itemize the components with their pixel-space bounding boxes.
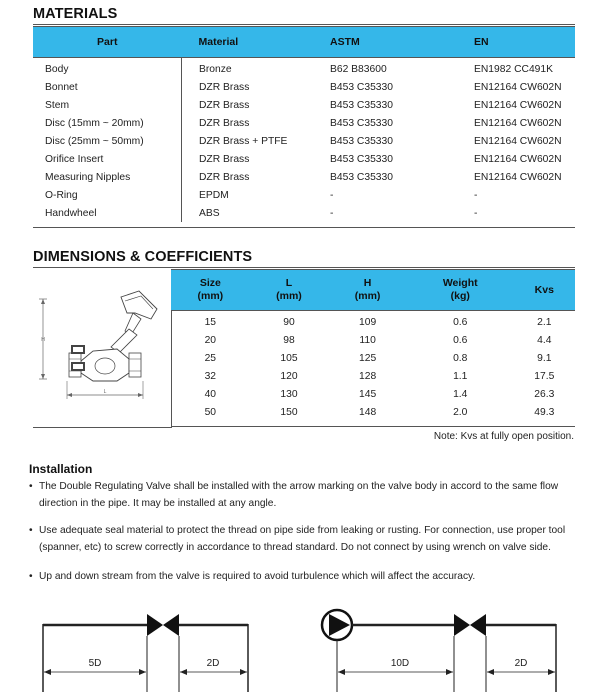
dimension-row: [171, 331, 575, 349]
material-cell-en: EN12164 CW602N: [474, 153, 562, 165]
dimension-cell: 2.1: [537, 316, 552, 328]
material-cell-material: DZR Brass + PTFE: [199, 135, 288, 147]
material-cell-en: EN12164 CW602N: [474, 81, 562, 93]
valve-symbol-left: [147, 614, 163, 636]
dimension-cell: 49.3: [534, 406, 555, 418]
material-cell-material: DZR Brass: [199, 153, 250, 165]
material-cell-astm: -: [330, 207, 334, 219]
dimension-column-title: H: [363, 277, 372, 289]
material-row: [33, 132, 575, 150]
dimension-column-unit: (kg): [450, 290, 470, 302]
material-cell-en: EN12164 CW602N: [474, 99, 562, 111]
material-cell-part: Body: [33, 58, 182, 79]
material-cell-part: Stem: [33, 96, 182, 114]
dimension-cell: 110: [359, 334, 376, 346]
material-row: [33, 96, 575, 114]
dimension-cell: 98: [283, 334, 295, 346]
dimension-column-title: L: [285, 277, 293, 289]
column-header-en: EN: [474, 27, 575, 58]
material-row: [33, 186, 575, 204]
dimension-cell: 40: [204, 388, 217, 400]
dimensions-header-row: [171, 270, 575, 311]
material-cell-material: EPDM: [199, 189, 229, 201]
dimension-column-unit: (mm): [276, 290, 302, 302]
column-header-part: Part: [33, 27, 182, 58]
dimension-cell: 32: [204, 370, 217, 382]
column-header-material: Material: [182, 27, 331, 58]
dimension-cell: 4.4: [537, 334, 552, 346]
installation-heading: Installation: [29, 462, 93, 476]
materials-table: [33, 26, 575, 222]
bullet-marker: •: [29, 525, 33, 536]
dimension-cell: 1.1: [453, 370, 468, 382]
dimension-row: [171, 403, 575, 421]
material-cell-en: EN1982 CC491K: [474, 63, 553, 75]
material-cell-material: DZR Brass: [199, 117, 250, 129]
valve-drawing-cell: [33, 269, 172, 428]
material-cell-part: Bonnet: [33, 78, 182, 96]
material-cell-en: -: [474, 207, 478, 219]
material-cell-en: -: [474, 189, 478, 201]
bullet-text-line: direction in the pipe. It may be installed at any angle.: [39, 498, 277, 509]
downstream-label-left: 2D: [206, 658, 220, 669]
material-cell-astm: B453 C35330: [330, 153, 393, 165]
material-cell-en: EN12164 CW602N: [474, 171, 562, 183]
diagram-left: [43, 614, 248, 692]
dimension-cell: 0.8: [453, 352, 468, 364]
dimension-cell: 109: [359, 316, 377, 328]
dimension-row: [171, 311, 575, 332]
dimension-cell: 0.6: [453, 316, 468, 328]
dimension-column-unit: (mm): [197, 290, 224, 302]
material-row: [33, 168, 575, 186]
dimension-column-header: [250, 270, 329, 311]
materials-heading: MATERIALS: [33, 6, 118, 22]
material-row: [33, 78, 575, 96]
dimension-column-header: [514, 270, 575, 311]
material-cell-astm: B453 C35330: [330, 117, 393, 129]
dimension-cell: 120: [280, 370, 298, 382]
material-row: [33, 204, 575, 222]
dimensions-heading: DIMENSIONS & COEFFICIENTS: [33, 249, 253, 265]
material-cell-part: Disc (25mm ~ 50mm): [33, 132, 182, 150]
materials-header-row: [33, 27, 575, 58]
diagram-right: [322, 610, 556, 692]
dimension-cell: 145: [359, 388, 377, 400]
material-cell-astm: B62 B83600: [330, 63, 387, 75]
dimension-cell: 125: [359, 352, 377, 364]
bullet-text-line: Up and down stream from the valve is required to avoid turbulence which will affect the accuracy.: [39, 571, 476, 582]
installation-bullet: [29, 568, 589, 585]
materials-heading-rule: [33, 24, 575, 25]
material-cell-part: Disc (15mm ~ 20mm): [33, 114, 182, 132]
dimension-cell: 2.0: [453, 406, 468, 418]
material-cell-en: EN12164 CW602N: [474, 135, 562, 147]
material-cell-material: Bronze: [199, 63, 232, 75]
dimension-column-header: [407, 270, 514, 311]
straight-run-diagrams: [0, 600, 600, 692]
dimension-cell: 9.1: [537, 352, 552, 364]
dimension-cell: 1.4: [453, 388, 468, 400]
dimension-cell: 148: [359, 406, 377, 418]
dimensions-heading-rule: [33, 267, 575, 268]
material-cell-material: ABS: [199, 207, 220, 219]
material-cell-astm: -: [330, 189, 334, 201]
column-header-astm: ASTM: [330, 27, 474, 58]
material-cell-astm: B453 C35330: [330, 81, 393, 93]
dimension-cell: 90: [283, 316, 295, 328]
drawing-label-l: L: [103, 389, 107, 395]
dimension-column-title: Weight: [442, 277, 478, 289]
dimension-column-title: Kvs: [534, 283, 554, 296]
materials-bottom-rule: [33, 227, 575, 228]
material-cell-material: DZR Brass: [199, 81, 250, 93]
upstream-label-right: 10D: [390, 658, 410, 669]
material-cell-en: EN12164 CW602N: [474, 117, 562, 129]
valve-symbol-right: [454, 614, 470, 636]
dimension-column-unit: (mm): [354, 290, 381, 302]
dimension-cell: 0.6: [453, 334, 468, 346]
material-row: [33, 114, 575, 132]
installation-bullet: [29, 522, 589, 556]
downstream-label-right: 2D: [514, 658, 528, 669]
dimension-cell: 15: [204, 316, 217, 328]
dimension-cell: 17.5: [534, 370, 555, 382]
dimension-row: [171, 349, 575, 367]
kvs-note: Note: Kvs at fully open position.: [433, 431, 574, 442]
bullet-text-line: Use adequate seal material to protect the thread on pipe side from leaking or rusting. For connection, use proper tool: [39, 525, 566, 536]
materials-table-body: [33, 58, 575, 223]
installation-bullet: [29, 478, 589, 512]
dimension-cell: 26.3: [534, 388, 555, 400]
dimensions-bottom-rule: [171, 426, 575, 427]
dimension-cell: 105: [280, 352, 298, 364]
material-cell-part: Orifice Insert: [33, 150, 182, 168]
material-cell-material: DZR Brass: [199, 171, 250, 183]
bullet-text-line: (spanner, etc) to screw correctly in accordance to thread standard. Do not connect by using wrench on valve side.: [39, 542, 551, 553]
dimension-cell: 25: [204, 352, 217, 364]
dimension-cell: 20: [204, 334, 217, 346]
dimension-row: [171, 385, 575, 403]
bullet-marker: •: [29, 571, 33, 582]
material-cell-part: Handwheel: [33, 204, 182, 222]
material-cell-astm: B453 C35330: [330, 171, 393, 183]
bullet-marker: •: [29, 481, 33, 492]
dimension-column-header: [328, 270, 407, 311]
dimension-cell: 50: [204, 406, 217, 418]
dimensions-table: [171, 269, 575, 421]
material-cell-astm: B453 C35330: [330, 135, 393, 147]
dimensions-table-body: [171, 311, 575, 422]
material-row: [33, 150, 575, 168]
dimension-cell: 150: [280, 406, 298, 418]
dimension-row: [171, 367, 575, 385]
bullet-text-line: The Double Regulating Valve shall be installed with the arrow marking on the valve body in accord to the same flow: [39, 481, 559, 492]
material-cell-part: Measuring Nipples: [33, 168, 182, 186]
dimension-column-title: Size: [199, 277, 221, 289]
dimension-cell: 130: [280, 388, 298, 400]
material-row: [33, 58, 575, 79]
material-cell-material: DZR Brass: [199, 99, 250, 111]
drawing-label-h: H: [41, 337, 45, 343]
material-cell-astm: B453 C35330: [330, 99, 393, 111]
dimension-cell: 128: [359, 370, 377, 382]
upstream-label-left: 5D: [88, 658, 102, 669]
valve-dimension-drawing: [33, 269, 171, 427]
dimension-column-header: [171, 270, 250, 311]
material-cell-part: O-Ring: [33, 186, 182, 204]
